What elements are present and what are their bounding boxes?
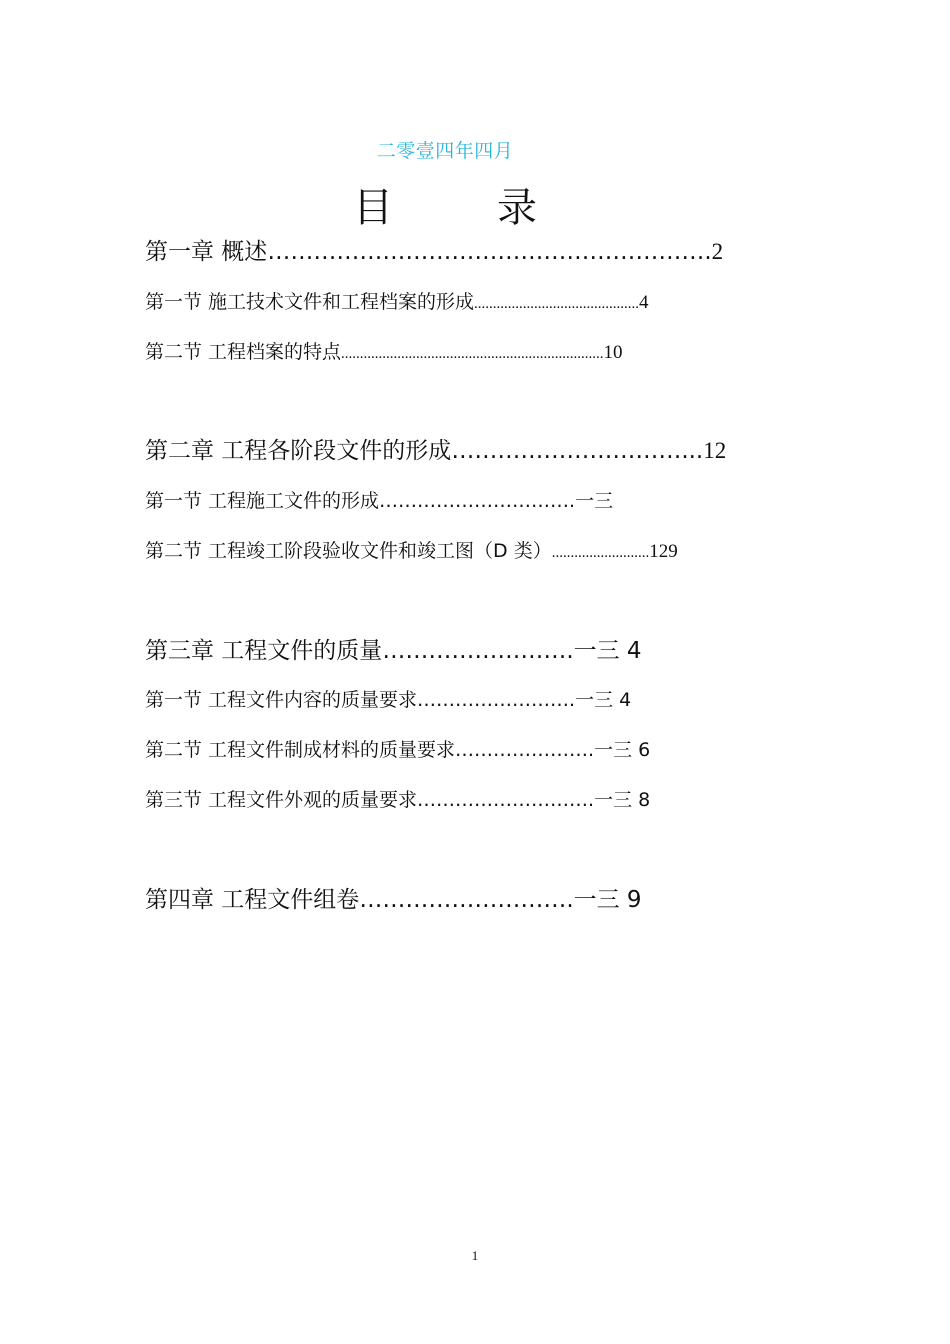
toc-leader: ……………………….	[359, 887, 574, 913]
toc-label: 第一章 概述	[145, 239, 268, 265]
page-number: 1	[471, 1248, 479, 1263]
toc-page: 一三	[575, 490, 614, 512]
toc-entry-section-3-1[interactable]	[145, 685, 631, 712]
toc-leader: ..........................	[551, 545, 650, 561]
toc-page: 10	[603, 342, 623, 363]
page-title	[0, 176, 890, 233]
toc-entry-section-2-2[interactable]	[145, 536, 678, 563]
toc-page: 一三 9	[573, 887, 642, 913]
title-char-2: 录	[497, 185, 537, 231]
toc-label: 第二节 工程档案的特点	[145, 341, 342, 363]
document-date: 二零壹四年四月	[376, 140, 514, 162]
toc-entry-section-1-2[interactable]	[145, 337, 623, 364]
toc-page: 12	[703, 438, 727, 463]
toc-entry-section-1-1[interactable]	[145, 287, 649, 314]
toc-entry-chapter-3[interactable]	[145, 632, 642, 665]
toc-leader: …………………….	[382, 638, 574, 664]
toc-label: 第一节 工程施工文件的形成	[145, 490, 380, 512]
toc-entry-section-3-2[interactable]	[145, 735, 650, 762]
toc-page: 一三 4	[573, 638, 642, 664]
toc-entry-chapter-2[interactable]	[145, 432, 726, 465]
toc-label: 第二章 工程各阶段文件的形成	[145, 438, 452, 464]
toc-entry-chapter-1[interactable]	[145, 233, 723, 266]
toc-entry-section-2-1[interactable]	[145, 486, 613, 513]
toc-leader: ………………………………………………….	[267, 239, 712, 265]
toc-leader: ………………………….	[379, 490, 576, 512]
toc-page: 一三 6	[594, 739, 651, 761]
toc-label: 第四章 工程文件组卷	[145, 887, 360, 913]
toc-leader: …………………………...	[451, 438, 704, 464]
toc-leader: ………………….	[455, 739, 595, 761]
toc-leader: ……………………….	[417, 789, 595, 811]
toc-page: 2	[711, 239, 724, 264]
title-char-1: 目	[353, 185, 393, 231]
toc-label: 第一节 工程文件内容的质量要求	[145, 689, 418, 711]
toc-label: 第三章 工程文件的质量	[145, 638, 383, 664]
toc-entry-section-3-3[interactable]	[145, 785, 650, 812]
toc-label: 第二节 工程竣工阶段验收文件和竣工图（D 类）	[145, 540, 552, 562]
toc-leader: ............................................	[474, 296, 640, 312]
toc-entry-chapter-4[interactable]	[145, 881, 642, 914]
toc-label: 第三节 工程文件外观的质量要求	[145, 789, 418, 811]
toc-leader: ......................................................................	[341, 346, 604, 362]
toc-page: 4	[639, 292, 649, 313]
toc-page: 129	[649, 541, 678, 562]
toc-page: 一三 4	[575, 689, 632, 711]
toc-label: 第一节 施工技术文件和工程档案的形成	[145, 291, 475, 313]
toc-leader: …………………….	[417, 689, 576, 711]
toc-label: 第二节 工程文件制成材料的质量要求	[145, 739, 456, 761]
toc-page: 一三 8	[594, 789, 651, 811]
